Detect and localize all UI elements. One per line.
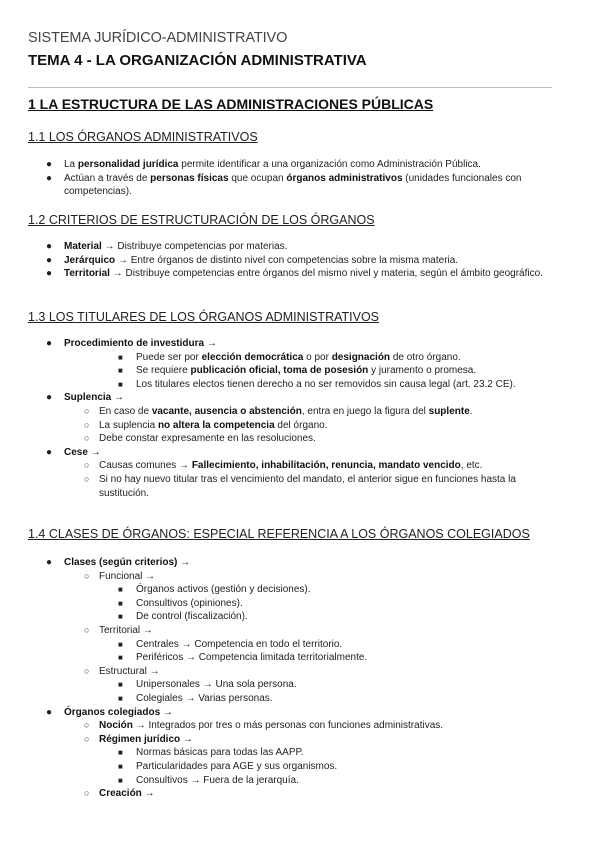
list-item: ■ Colegiales → Varias personas. <box>118 692 273 704</box>
section-heading-1-3: 1.3 LOS TITULARES DE LOS ÓRGANOS ADMINISTRATIVOS <box>28 310 380 324</box>
bullet-icon: ● <box>46 172 53 184</box>
circle-bullet-icon: ○ <box>84 419 90 430</box>
section-heading-1-1: 1.1 LOS ÓRGANOS ADMINISTRATIVOS <box>28 130 258 144</box>
square-bullet-icon: ■ <box>118 352 123 362</box>
bullet-icon: ● <box>46 159 53 170</box>
list-item: ■ De control (fiscalización). <box>118 611 248 623</box>
title-divider <box>28 87 552 88</box>
square-bullet-icon: ■ <box>118 598 123 608</box>
square-bullet-icon: ■ <box>118 680 123 690</box>
list-item: ■ Particularidades para AGE y sus organismos. <box>118 760 338 772</box>
square-bullet-icon: ■ <box>118 653 123 663</box>
circle-bullet-icon: ○ <box>84 665 90 676</box>
list-item: ○ La suplencia no altera la competencia del órgano. <box>84 419 328 431</box>
bullet-icon: ● <box>46 241 53 252</box>
square-bullet-icon: ■ <box>118 761 123 771</box>
square-bullet-icon: ■ <box>118 366 123 376</box>
square-bullet-icon: ■ <box>118 612 123 622</box>
list-item: ■ Órganos activos (gestión y decisiones). <box>118 584 311 596</box>
section-heading-1-4: 1.4 CLASES DE ÓRGANOS: ESPECIAL REFERENCIA A LOS ÓRGANOS COLEGIADOS <box>28 527 530 541</box>
subject-title: SISTEMA JURÍDICO-ADMINISTRATIVO <box>28 30 288 46</box>
square-bullet-icon: ■ <box>118 693 123 703</box>
list-item: ○ Territorial → <box>84 624 153 636</box>
list-item: ● Material → Distribuye competencias por materias. <box>46 241 288 252</box>
list-item: ● Actúan a través de personas físicas que ocupan órganos administrativos (unidades funcionales con competencias). <box>46 172 522 198</box>
list-item: ■ Se requiere publicación oficial, toma de posesión y juramento o promesa. <box>118 365 477 377</box>
list-item: ■ Consultivos → Fuera de la jerarquía. <box>118 774 299 786</box>
square-bullet-icon: ■ <box>118 585 123 595</box>
circle-bullet-icon: ○ <box>84 473 90 484</box>
list-item: ○ Causas comunes → Fallecimiento, inhabilitación, renuncia, mandato vencido, etc. <box>84 460 483 472</box>
list-item: ● Territorial → Distribuye competencias entre órganos del mismo nivel y materia, según el ámbito geográfico. <box>46 268 543 280</box>
bullet-icon: ● <box>46 446 53 458</box>
list-item: ■ Periféricos → Competencia limitada territorialmente. <box>118 652 368 664</box>
square-bullet-icon: ■ <box>118 775 123 785</box>
list-item: ○ Estructural → <box>84 665 160 677</box>
list-item: ● Cese → <box>46 446 101 458</box>
bullet-icon: ● <box>46 392 53 404</box>
list-item: ● Clases (según criterios) → <box>46 557 191 568</box>
square-bullet-icon: ■ <box>118 748 123 758</box>
list-item: ■ Los titulares electos tienen derecho a no ser removidos sin causa legal (art. 23.2 CE). <box>118 378 516 390</box>
list-item: ■ Unipersonales → Una sola persona. <box>118 679 297 691</box>
circle-bullet-icon: ○ <box>84 624 90 635</box>
page-title: TEMA 4 - LA ORGANIZACIÓN ADMINISTRATIVA <box>28 52 367 69</box>
circle-bullet-icon: ○ <box>84 460 90 471</box>
list-item: ○ Creación → <box>84 788 155 800</box>
circle-bullet-icon: ○ <box>84 788 90 799</box>
list-item: ○ Funcional → <box>84 570 156 582</box>
circle-bullet-icon: ○ <box>84 733 90 744</box>
section-heading-1: 1 LA ESTRUCTURA DE LAS ADMINISTRACIONES PÚBLICAS <box>28 96 434 112</box>
square-bullet-icon: ■ <box>118 639 123 649</box>
list-item: ○ En caso de vacante, ausencia o abstención, entra en juego la figura del suplente. <box>84 405 473 417</box>
square-bullet-icon: ■ <box>118 379 123 389</box>
section-heading-1-2: 1.2 CRITERIOS DE ESTRUCTURACIÓN DE LOS ÓRGANOS <box>28 213 375 227</box>
list-item: ■ Puede ser por elección democrática o por designación de otro órgano. <box>118 351 461 363</box>
circle-bullet-icon: ○ <box>84 570 90 581</box>
bullet-icon: ● <box>46 706 53 718</box>
bullet-icon: ● <box>46 254 53 266</box>
circle-bullet-icon: ○ <box>84 405 90 416</box>
circle-bullet-icon: ○ <box>84 720 90 731</box>
list-item: ● Procedimiento de investidura → <box>46 338 217 349</box>
list-item: ● Jerárquico → Entre órganos de distinto nivel con competencias sobre la misma materia. <box>46 254 459 266</box>
list-item: ○ Régimen jurídico → <box>84 733 193 745</box>
list-item: ■ Normas básicas para todas las AAPP. <box>118 747 304 759</box>
list-1-4 <box>0 556 600 801</box>
list-item: ■ Centrales → Competencia en todo el territorio. <box>118 638 343 650</box>
circle-bullet-icon: ○ <box>84 433 90 444</box>
bullet-icon: ● <box>46 268 53 280</box>
list-item: ○ Noción → Integrados por tres o más personas con funciones administrativas. <box>84 720 444 732</box>
list-1-1 <box>0 158 600 199</box>
list-item: ○ Debe constar expresamente en las resoluciones. <box>84 433 316 445</box>
list-item: ○ Si no hay nuevo titular tras el vencimiento del mandato, el anterior sigue en funciones hasta la sustitución. <box>84 473 516 499</box>
list-1-2 <box>0 240 600 281</box>
list-item: ● Órganos colegiados → <box>46 706 173 718</box>
bullet-icon: ● <box>46 338 53 349</box>
list-1-3 <box>0 337 600 500</box>
list-item: ■ Consultivos (opiniones). <box>118 597 243 609</box>
list-item: ● La personalidad jurídica permite identificar a una organización como Administración Pública. <box>46 159 481 170</box>
bullet-icon: ● <box>46 557 53 568</box>
list-item: ● Suplencia → <box>46 392 125 404</box>
